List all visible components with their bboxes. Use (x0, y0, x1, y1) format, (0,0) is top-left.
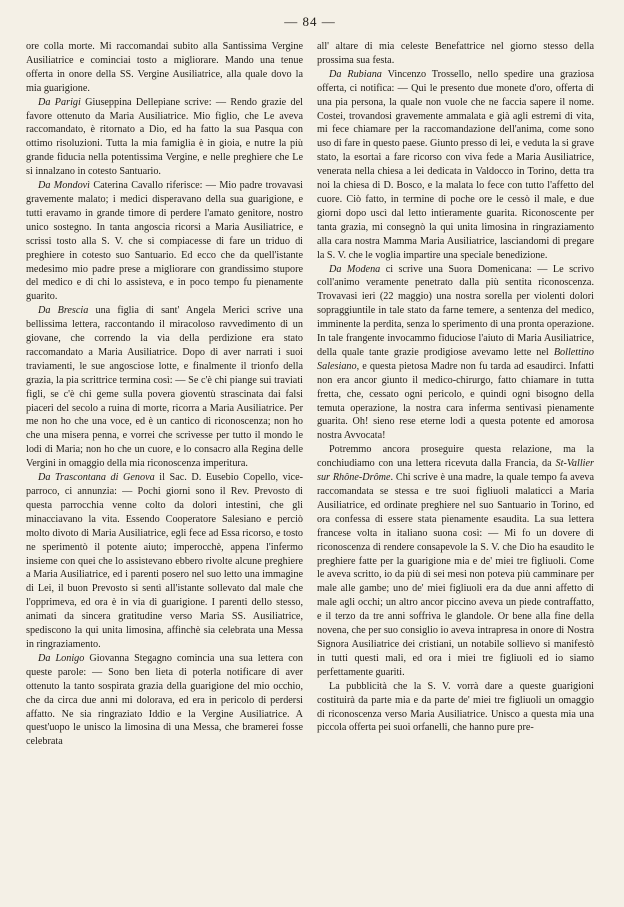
page-number: — 84 — (284, 14, 336, 29)
paragraph-text: Potremmo ancora proseguire questa relazione, ma la conchiudiamo con una lettera ricevuta dalla Francia, da (317, 444, 594, 470)
paragraph (26, 96, 303, 179)
paragraph (26, 304, 303, 471)
paragraph-text: ci scrive una Suora Domenicana: — Le scrivo coll'animo veramente penetrato dalla più sentita riconoscenza. Trovavasi ieri (22 maggio) una nostra sorella per violenti dolori sopraggiuntile in tale stato da farne temere, a sentenza del medico, imminente la perdita, senza lo sperimento di una pronta operazione. In tale frangente invocammo fiduciose l'aiuto di Maria Ausiliatrice, della quale tante grazie prodigiose avevamo lette nel (317, 263, 594, 358)
paragraph-text: Giuseppina Dellepiane scrive: — Rendo grazie del favore ottenuto da Maria Ausiliatrice. Mio figlio, che Le aveva raccomandato, è ritornato a Dio, ed ha fatto la sua Pasqua con ottimo risoluzioni. Tutta la mia famiglia è in gioia, e nutre la più grande fiducia nella potentissima Vergine, e nelle preghiere che Le si innalzano in cotesto Santuario. (26, 96, 303, 178)
paragraph-text: , e questa pietosa Madre non fu tarda ad esaudirci. Infatti non era ancor giunto il medico-chirurgo, fatto chiamare in tutta fretta, che, cessato ogni pericolo, e quindi ogni bisogno della temuta operazione, la nostra cara inferma sentivasi pienamente guarita. Oh! sieno rese eterne lodi a questa potente ed amorosa nostra Avvocata! (317, 360, 594, 442)
paragraph (317, 68, 594, 263)
paragraph (26, 179, 303, 304)
paragraph-text: . Chi scrive è una madre, la quale tempo fa aveva raccomandata se stessa e tre suoi figliuoli malaticci a Maria Ausiliatrice, ed ordinate preghiere nel suo Santuario in Torino, ed ora confessa di essere stata pienamente esaudita. La sua lettera francese volta in italiano suona così: — Mi fo un dovere di riconoscenza di rendere consapevole la S. V. che Dio ha esaudito le preghiere fatte per la guarigione mia e de' miei tre figliuoli. Come le aveva scritto, io da più di sei mesi non poteva più camminare per male alle gambe; uno de' miei figliuoli era da due anni affetto di male agli occhi; un altro ancor piccino aveva un piede contraffatto, e il terzo da tre anni soffriva le glandole. Or bene alla fine della novena, che per suo consiglio io aveva intrapresa in onore di Nostra Signora Ausiliatrice dei cristiani, un notabile sollievo si manifestò in tutti questi mali, ed ora i miei tre figliuoli ed io siamo perfettamente guariti. (317, 472, 594, 678)
paragraph (26, 652, 303, 749)
paragraph (26, 471, 303, 652)
paragraph-lead: Da Lonigo (38, 652, 85, 664)
two-column-body (26, 40, 594, 749)
italic-title: Bollettino Salesiano (317, 346, 594, 372)
paragraph: ore colla morte. Mi raccomandai subito alla Santissima Vergine Ausiliatrice e cominciai tosto a migliorare. Mando una tenue offerta in onore della SS. Vergine Ausiliatrice, alla quale dovo la mia guarigione. (26, 41, 303, 94)
paragraph: all' altare di mia celeste Benefattrice nel giorno stesso della prossima sua festa. (317, 41, 594, 66)
paragraph-lead: Da Mondovì (38, 180, 91, 192)
paragraph-text: Giovanna Stegagno comincia una sua lettera con queste parole: — Sono ben lieta di poterla notificare di aver ottenuto la tanto sospirata grazia della guarigione del mio occhio, che da circa due anni mi doloravа, ed era in pericolo di perdersi affatto. Ne sia ringraziato Iddio e la Vergine Ausiliatrice. A quest'uopo le unisco la limosina di una Messa, che bramerei fosse celebrata (26, 652, 303, 748)
paragraph-text: il Sac. D. Eusebio Copello, vice-parroco, ci annunzia: — Pochi giorni sono il Rev. Prevosto di questa parrocchia venne colto da dolori intestini, che gli minacciavano la vita. Essendo Cooperatore Salesiano e perciò molto divoto di Maria Ausiliatrice, egli fece ad Essa ricorso, e tosto ne sperimentò il potente aiuto; imperocchè, appena l'infermo insieme con quei che lo assistevano ebbero rivolte alcune preghiere a Maria Ausiliatrice, ed i parenti posero nel suo letto una immagine di Lei, il buon Prevosto si sentì all'istante sollevato dal male che l'opprimeva, ed ora è in via di guarigione. I parenti dello stesso, animati da sincera gratitudine verso Maria SS. Ausiliatrice, spediscono la qui unita limosina, affinchè sia celebrata una Messa in ringraziamento. (26, 472, 303, 650)
italic-place: St-Vallier sur Rhône-Drôme (317, 458, 594, 484)
paragraph-text: una figlia di sant' Angela Merici scrive una bellissima lettera, raccontando il miracoloso ravvedimento di un giovane, che correndo la via della perdizione era stato raccomandato a Maria Ausiliatrice. Dopo di aver narrati i suoi traviamenti, le sue angosciose lotte, e finalmente il trionfo della grazia, la pia scrittrice termina così: — Se c'è chi piange sui traviati figli, se c'è chi geme sulla povera gioventù strascinata dai falsi piaceri del secolo a ruina di morte, ricorra a Maria Ausiliatrice. Per me non ho che una voce, ed è un cantico di riconoscenza; non ho che una misera penna, e vorrei che scrivesse per tutto il mondo le lodi di Maria; non ho che un cuore, e lo consacro alla Regina delle Vergini in omaggio della mia riconoscenza imperitura. (26, 305, 303, 470)
paragraph-lead: Da Parigi (38, 96, 81, 108)
paragraph-lead: Da Brescia (38, 305, 89, 317)
paragraph (317, 443, 594, 679)
paragraph-text: Caterina Cavallo riferisce: — Mio padre trovavasi gravemente malato; i medici disperavano della sua guarigione, e tutti eravamo in grande timore di perdere l'amato genitore, nostro unico sostegno. In tanta angoscia ricorsi a Maria Ausiliatrice, e scrissi tosto alla S. V. che si compiacesse di fare un triduo di preghiere in cotesto suo Santuario. Ed ecco che da quell'istante medesimo mio padre prese a migliorare con grandissimo stupore del medico e di chi lo assisteva, e in poco tempo fu pienamente guarito. (26, 180, 303, 303)
paragraph-lead: Da Trascontana di Genova (38, 472, 155, 484)
paragraph (317, 263, 594, 444)
paragraph: La pubblicità che la S. V. vorrà dare a queste guarigioni costituirà da parte mia e da parte de' miei tre figliuoli un omaggio di riconoscenza verso Maria Ausiliatrice. Unisco a questa mia una piccola offerta pei suoi orfanelli, che hanno pure pre- (317, 680, 594, 734)
paragraph-lead: Da Rubiana (329, 68, 382, 80)
paragraph-lead: Da Modena (329, 263, 381, 275)
right-column (317, 40, 594, 749)
left-column (26, 40, 303, 749)
paragraph-text: Vincenzo Trossello, nello spedire una graziosa offerta, ci notifica: — Qui le presento due monete d'oro, offerta di una pia persona, la quale non vuole che ne faccia sapere il nome. Costei, trovandosi gravemente ammalata e già agli estremi di vita, mi fece chiamare per la raccomandazione dell'anima, come sono uso di fare in questo paese. Giunto presso di lei, e veduta la si grave stato, la esortai a fare ricorso con viva fede a Maria Ausiliatrice, venerata nella chiesa a lei dedicata in Valdocco in Torino, detta tra noi la chiesa di D. Bosco, e la malata lo fece con tutto l'affetto del cuore. Ciò fatto, in termine di poche ore le cessò il male, e due giorni dopo uscì dal letto intieramente guarita. Riconoscente per tanta grazia, mi consegnò la qui unita limosina in ringraziamento alla cara nostra Mamma Maria Ausiliatrice, lasciandomi di pregare la S. V. che le voglia impartire una speciale benedizione. (317, 68, 594, 261)
